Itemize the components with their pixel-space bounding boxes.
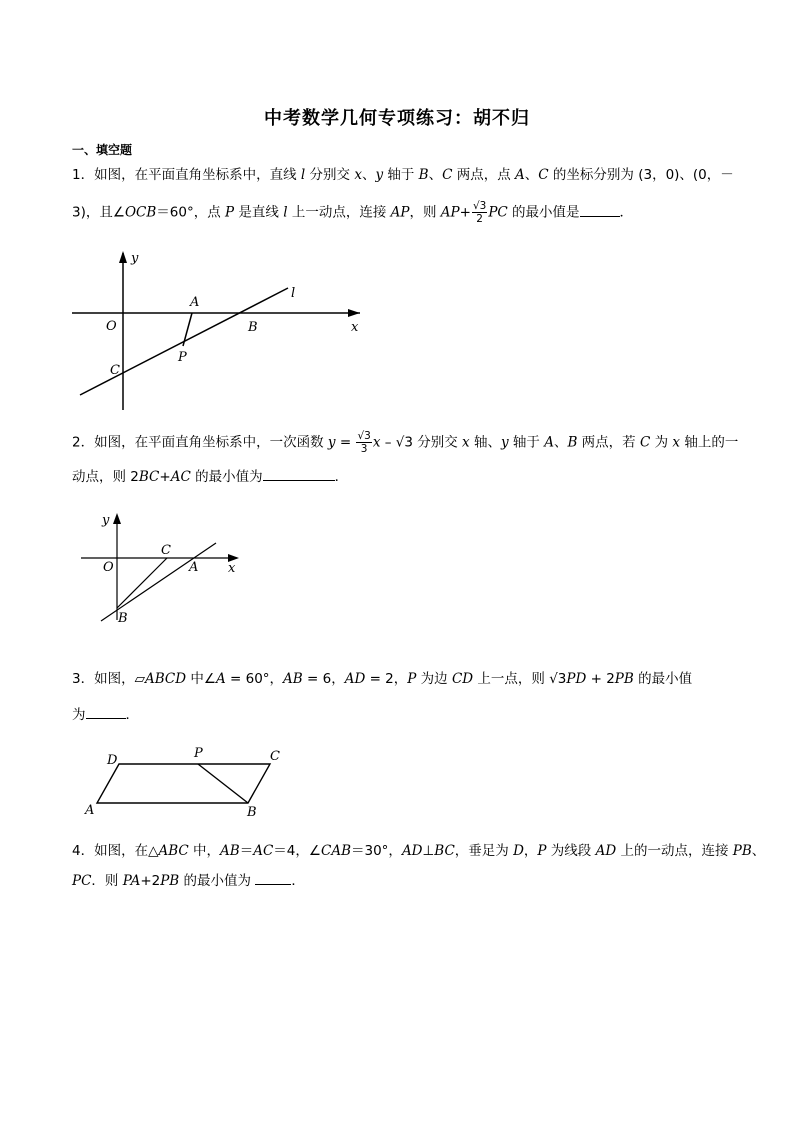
- q3-line-2: [72, 706, 139, 724]
- q2-line-1: [72, 430, 738, 455]
- q1-var: C: [538, 167, 549, 183]
- q3-line-1: [72, 670, 692, 688]
- q1-line-2: [72, 200, 633, 225]
- q2-text: 两点，若: [577, 434, 640, 451]
- q1-text: 3)，且∠: [72, 204, 125, 221]
- q4-var: PB: [732, 843, 752, 859]
- q2-text: 为: [650, 434, 673, 451]
- fraction-numerator: √3: [357, 430, 371, 442]
- q1-var: y: [375, 167, 384, 183]
- q4-text: ．则: [91, 873, 123, 889]
- q2-var: y: [327, 434, 336, 451]
- q3-text: 的最小值: [633, 671, 693, 687]
- q4-var: PA: [122, 873, 141, 889]
- q1-text: ，则: [409, 204, 441, 221]
- q4-text: ．: [291, 873, 305, 889]
- q1-text: 两点，点: [452, 167, 516, 183]
- label-c: C: [110, 363, 120, 378]
- q2-var: AC: [170, 469, 191, 485]
- answer-blank: [263, 470, 335, 481]
- q4-text: +2: [140, 873, 161, 889]
- q2-text: =: [335, 434, 356, 451]
- q2-var: x: [372, 434, 381, 451]
- q3-var: AD: [344, 671, 366, 687]
- q2-var: x: [462, 434, 470, 451]
- q4-text: ＝4，∠: [273, 843, 321, 859]
- q1-var: PC: [488, 204, 508, 221]
- q4-var: CAB: [321, 843, 351, 859]
- x-arrow-icon: [348, 309, 360, 317]
- q3-var: AB: [283, 671, 303, 687]
- q4-text: ＝30°，: [351, 843, 402, 859]
- q2-var: x: [672, 434, 681, 451]
- q3-text: = 2，: [365, 671, 408, 687]
- q1-text: 是直线: [234, 204, 284, 221]
- label-x: x: [351, 320, 359, 335]
- fraction-denominator: 2: [476, 213, 483, 225]
- q4-var: ABC: [158, 843, 189, 859]
- q1-var: AP: [440, 204, 460, 221]
- label-y: y: [131, 251, 139, 266]
- q1-figure: [60, 245, 380, 420]
- y-arrow-icon: [119, 251, 127, 263]
- q4-var: D: [513, 843, 524, 859]
- label-b: B: [118, 611, 128, 626]
- q4-text: 为线段: [546, 843, 596, 859]
- label-l: l: [291, 286, 296, 301]
- q2-text: 动点，则 2: [72, 469, 139, 485]
- q4-line-1: [72, 842, 765, 860]
- segment-bc: [117, 558, 167, 608]
- q4-var: BC: [434, 843, 455, 859]
- q4-text: 4．如图，在△: [72, 843, 159, 859]
- q4-text: 上的一动点，连接: [616, 843, 733, 859]
- q1-var: P: [225, 204, 235, 221]
- q2-var: y: [500, 434, 509, 451]
- label-a: A: [85, 803, 95, 818]
- q4-text: ⊥: [422, 843, 435, 859]
- section-heading: 一、填空题: [72, 143, 133, 157]
- label-d: D: [107, 753, 118, 768]
- q4-text: 中，: [188, 843, 221, 859]
- q3-text: 中∠: [186, 671, 216, 687]
- q2-var: A: [544, 434, 554, 451]
- q1-text: ．: [619, 204, 634, 221]
- answer-blank: [86, 708, 126, 719]
- q1-text: ＝60°，点: [156, 204, 226, 221]
- label-o: O: [106, 319, 117, 334]
- q1-text: 分别交: [305, 167, 355, 183]
- q1-var: B: [418, 167, 429, 183]
- q1-text: 、: [361, 167, 376, 183]
- q3-text: + 2: [586, 671, 615, 687]
- q2-text: 2．如图，在平面直角坐标系中，一次函数: [72, 434, 328, 451]
- segment-ap: [183, 313, 192, 346]
- q3-text: 3．如图，▱: [72, 671, 145, 687]
- q3-var: P: [407, 671, 417, 687]
- q1-var: l: [283, 204, 288, 221]
- q1-text: +: [459, 204, 471, 221]
- parallelogram-abcd: [97, 764, 270, 803]
- answer-blank: [580, 206, 620, 217]
- q3-var: CD: [451, 671, 474, 687]
- q3-var: ABCD: [144, 671, 187, 687]
- q1-text: 上一动点，连接: [287, 204, 391, 221]
- q4-text: ＝: [239, 843, 254, 859]
- q2-text: +: [159, 469, 171, 485]
- q2-figure: [75, 508, 250, 628]
- q2-text: ．: [334, 469, 349, 485]
- q3-text: 上一点，则 √3: [473, 671, 567, 687]
- label-y: y: [102, 513, 110, 528]
- q2-var: B: [567, 434, 578, 451]
- q2-text: 轴于: [508, 434, 545, 451]
- label-p: P: [178, 350, 187, 365]
- answer-blank: [255, 874, 291, 885]
- q2-text: 的最小值为: [190, 469, 263, 485]
- fraction-denominator: 3: [360, 443, 368, 455]
- label-o: O: [103, 560, 114, 575]
- q3-var: PB: [614, 671, 634, 687]
- label-a: A: [189, 560, 199, 575]
- q1-fraction: [472, 200, 487, 225]
- q1-text: 、: [428, 167, 443, 183]
- q2-text: 、: [553, 434, 568, 451]
- q1-var: l: [300, 167, 306, 183]
- q2-text: 轴、: [469, 434, 501, 451]
- q4-var: AC: [253, 843, 274, 859]
- q3-var: A: [215, 671, 226, 687]
- q1-var: C: [442, 167, 453, 183]
- q2-text: – √3 分别交: [380, 434, 463, 451]
- q1-text: 、: [524, 167, 539, 183]
- q3-figure: [80, 742, 295, 822]
- q4-var: AD: [401, 843, 423, 859]
- q4-text: 的最小值为: [179, 873, 256, 889]
- q4-var: PB: [160, 873, 180, 889]
- label-c: C: [161, 543, 171, 558]
- q3-var: PD: [566, 671, 587, 687]
- q4-text: 、: [751, 843, 766, 859]
- q4-text: ，: [523, 843, 538, 859]
- q2-line-2: [72, 468, 348, 486]
- q1-text: 的坐标分别为 (3，0)、(0，－: [548, 167, 734, 183]
- line-ab: [101, 543, 216, 621]
- q4-var: AD: [595, 843, 617, 859]
- page-title: 中考数学几何专项练习：胡不归: [264, 108, 530, 129]
- q1-line-1: [72, 166, 734, 184]
- q2-fraction: [356, 430, 371, 455]
- q2-text: 轴上的一: [680, 434, 739, 451]
- q1-var: A: [515, 167, 525, 183]
- label-b: B: [247, 805, 257, 820]
- q3-text: = 6，: [302, 671, 345, 687]
- q1-text: 1．如图，在平面直角坐标系中，直线: [72, 167, 301, 183]
- q1-text: 轴于: [383, 167, 419, 183]
- q4-var: PC: [72, 873, 92, 889]
- q2-var: C: [639, 434, 651, 451]
- q2-var: BC: [138, 469, 160, 485]
- q4-var: P: [537, 843, 547, 859]
- q3-text: ．: [125, 707, 139, 723]
- label-x: x: [228, 561, 236, 576]
- label-c: C: [270, 749, 280, 764]
- label-b: B: [248, 320, 258, 335]
- y-arrow-icon: [113, 513, 121, 524]
- fraction-numerator: √3: [472, 200, 487, 212]
- q4-line-2: [72, 872, 305, 890]
- q1-var: AP: [390, 204, 410, 221]
- label-a: A: [190, 295, 200, 310]
- label-p: P: [194, 746, 203, 761]
- q1-var: x: [354, 167, 362, 183]
- q4-var: AB: [220, 843, 240, 859]
- q4-text: ，垂足为: [454, 843, 514, 859]
- q1-text: 的最小值是: [507, 204, 580, 221]
- q1-var: OCB: [124, 204, 157, 221]
- segment-pb: [198, 764, 248, 803]
- q3-text: 为: [72, 707, 86, 723]
- q3-text: 为边: [416, 671, 452, 687]
- q3-text: = 60°，: [225, 671, 284, 687]
